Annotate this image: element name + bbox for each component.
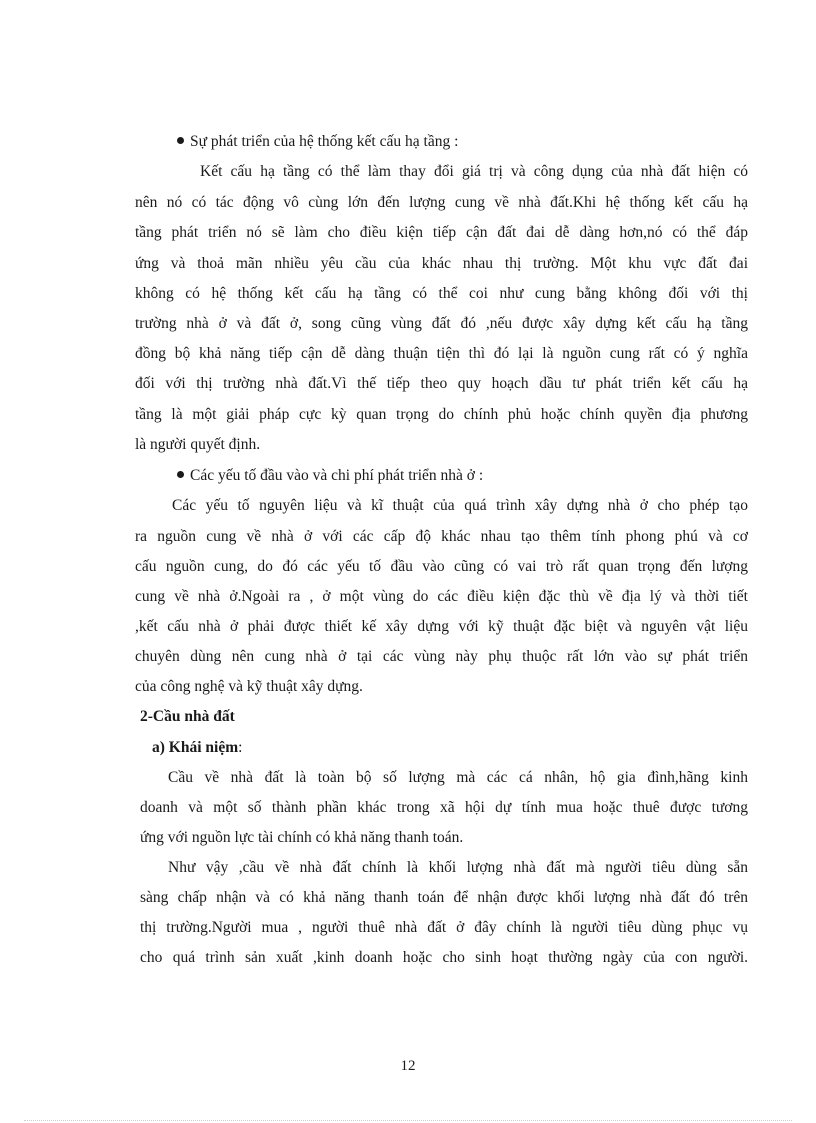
- section-heading: 2-Cầu nhà đất: [140, 708, 235, 725]
- paragraph-line: cung về nhà ở.Ngoài ra , ở một vùng do các điều kiện đặc thù về địa lý và thời tiết: [135, 588, 748, 605]
- paragraph-line: trường nhà ở và đất ở, song cũng vùng đất đó ,nếu được xây dựng kết cấu hạ tầng: [135, 315, 748, 332]
- paragraph-line: là người quyết định.: [135, 436, 261, 453]
- page-number: 12: [400, 1058, 416, 1074]
- paragraph-line: ứng với nguồn lực tài chính có khả năng thanh toán.: [140, 829, 464, 846]
- bullet-icon: [177, 137, 184, 144]
- paragraph-line: Như vậy ,cầu về nhà đất chính là khối lượng nhà đất mà người tiêu dùng sẵn: [168, 859, 748, 876]
- paragraph-line: thị trường.Người mua , người thuê nhà đất ở đây chính là người tiêu dùng phục vụ: [140, 919, 748, 936]
- bullet-title: Các yếu tố đầu vào và chi phí phát triển nhà ở :: [190, 467, 484, 484]
- paragraph-line: Cầu về nhà đất là toàn bộ số lượng mà các cá nhân, hộ gia đình,hãng kinh: [168, 769, 748, 786]
- paragraph-line: sàng chấp nhận và có khả năng thanh toán để nhận được khối lượng nhà đất đó trên: [140, 889, 748, 906]
- paragraph-line: đối với thị trường nhà đất.Vì thế tiếp theo quy hoạch dầu tư phát triển kết cấu hạ: [135, 375, 748, 392]
- paragraph-line: của công nghệ và kỹ thuật xây dựng.: [135, 678, 363, 695]
- sub-heading: [152, 738, 816, 758]
- sub-heading-label: a) Khái niệm: [152, 739, 239, 756]
- paragraph-line: doanh và một số thành phần khác trong xã hội dự tính mua hoặc thuê được tương: [140, 799, 748, 816]
- bullet-heading-infrastructure: [177, 132, 816, 152]
- paragraph-line: Các yếu tố nguyên liệu và kĩ thuật của quá trình xây dựng nhà ở cho phép tạo: [172, 497, 748, 514]
- page-bottom-divider: [24, 1120, 792, 1121]
- paragraph-line: cấu nguồn cung, do đó các yếu tố đầu vào cũng có vai trò rất quan trọng đến lượng: [135, 558, 748, 575]
- bullet-heading-input-factors: [177, 466, 816, 486]
- paragraph-line: Kết cấu hạ tầng có thể làm thay đổi giá trị và công dụng của nhà đất hiện có: [200, 163, 748, 180]
- paragraph-line: nên nó có tác động vô cùng lớn đến lượng cung về nhà đất.Khi hệ thống kết cấu hạ: [135, 194, 748, 211]
- paragraph-line: ứng và thoả mãn nhiều yêu cầu của khác nhau thị trường. Một khu vực đất đai: [135, 255, 748, 272]
- paragraph-line: đồng bộ khả năng tiếp cận dễ dàng thuận tiện thì đó lại là nguồn cung rất có ý nghĩa: [135, 345, 748, 362]
- paragraph-line: không có hệ thống kết cấu hạ tầng có thể coi như cung bằng không đối với thị: [135, 285, 748, 302]
- paragraph-line: chuyên dùng nên cung nhà ở tại các vùng này phụ thuộc rất lớn vào sự phát triển: [135, 648, 748, 665]
- paragraph-line: tầng là một giải pháp cực kỳ quan trọng do chính phủ hoặc chính quyền địa phương: [135, 406, 748, 423]
- bullet-title: Sự phát triển của hệ thống kết cấu hạ tầng :: [190, 133, 459, 150]
- paragraph-line: cho quá trình sản xuất ,kinh doanh hoặc cho sinh hoạt thường ngày của con người.: [140, 949, 748, 966]
- sub-heading-suffix: :: [238, 739, 243, 756]
- paragraph-line: ra nguồn cung về nhà ở với các cấp độ khác nhau tạo thêm tính phong phú và cơ: [135, 528, 748, 545]
- paragraph-line: tầng phát triển nó sẽ làm cho điều kiện tiếp cận đất đai dễ dàng hơn,nó có thể đáp: [135, 224, 748, 241]
- bullet-icon: [177, 471, 184, 478]
- paragraph-line: ,kết cấu nhà ở phải được thiết kế xây dựng với kỹ thuật đặc biệt và nguyên vật liệu: [135, 618, 748, 635]
